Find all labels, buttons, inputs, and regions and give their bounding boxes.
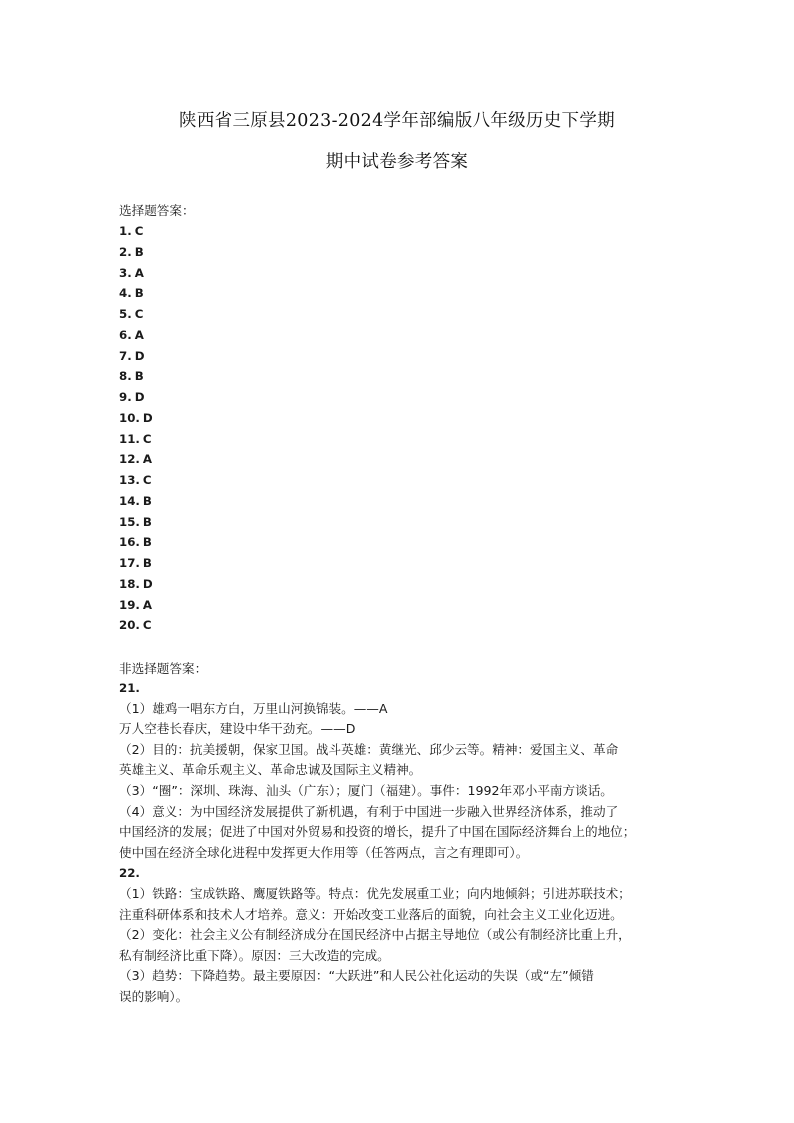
mc-answer-item [119,532,153,553]
mc-answer-item [119,408,153,429]
question-number: 16. [119,535,140,550]
answer-letter: C [142,618,152,633]
answer-letter: B [134,244,144,259]
question-21-line: 中国经济的发展；促进了中国对外贸易和投资的增长，提升了中国在国际经济舞台上的地位； [119,824,636,840]
question-number: 9. [119,390,132,404]
question-21-line: （2）目的：抗美援朝，保家卫国。战斗英雄：黄继光、邱少云等。精神：爱国主义、革命 [119,741,619,757]
document-title-line1: 陕西省三原县2023-2024学年部编版八年级历史下学期 [179,111,615,131]
question-number: 4. [119,286,132,301]
non-mc-answers [119,678,689,1008]
question-number: 14. [119,493,140,508]
mc-answer-item [119,242,153,263]
question-number: 12. [119,452,140,467]
question-22-line: 误的影响）。 [119,988,189,1004]
question-number: 2. [119,244,132,259]
mc-answer-item [119,595,153,616]
mc-answer-item [119,387,153,408]
question-number: 18. [119,576,140,591]
answer-letter: D [134,390,145,404]
document-title-line2: 期中试卷参考答案 [325,152,469,172]
answer-letter: D [142,576,153,591]
answer-letter: B [142,535,152,550]
question-number: 13. [119,473,140,487]
answer-letter: C [134,224,144,238]
answer-letter: C [134,307,144,321]
mc-answer-item [119,346,153,367]
question-22-line: （1）铁路：宝成铁路、鹰厦铁路等。特点：优先发展重工业；向内地倾斜；引进苏联技术； [119,885,631,901]
mc-answer-list [119,221,153,636]
mc-answer-item [119,470,153,491]
question-22-line: 注重科研体系和技术人才培养。意义：开始改变工业落后的面貌，向社会主义工业化迈进。 [119,906,623,922]
question-21-number: 21. [119,681,140,695]
mc-answer-item [119,615,153,636]
question-number: 8. [119,369,132,384]
mc-answer-item [119,263,153,284]
answer-letter: B [142,493,152,508]
question-21-line: （1）雄鸡一唱东方白，万里山河换锦装。——A [119,700,388,716]
question-number: 1. [119,224,132,238]
question-number: 3. [119,265,132,280]
mc-answer-item [119,304,153,325]
question-number: 15. [119,514,140,529]
answer-letter: B [134,369,144,384]
mc-answer-item [119,574,153,595]
answer-letter: B [142,514,152,529]
answer-letter: A [134,327,144,342]
mc-answer-item [119,512,153,533]
question-21-line: （4）意义：为中国经济发展提供了新机遇，有利于中国进一步融入世界经济体系，推动了 [119,803,619,819]
mc-answer-item [119,366,153,387]
question-number: 5. [119,307,132,321]
non-mc-section-label: 非选择题答案： [119,661,208,676]
answer-letter: B [142,556,152,570]
question-21-line: （3）“圈”：深圳、珠海、汕头（广东）；厦门（福建）。事件：1992年邓小平南方谈话。 [119,782,613,798]
question-21-line: 英雄主义、革命乐观主义、革命忠诚及国际主义精神。 [119,762,422,778]
question-number: 10. [119,410,140,425]
question-22-line: （2）变化：社会主义公有制经济成分在国民经济中占据主导地位（或公有制经济比重上升， [119,927,631,943]
mc-answer-item [119,283,153,304]
mc-answer-item [119,449,153,470]
question-21-line: 使中国在经济全球化进程中发挥更大作用等（任答两点，言之有理即可）。 [119,844,529,860]
question-number: 11. [119,431,140,446]
question-number: 7. [119,348,132,363]
mc-answer-item [119,221,153,242]
question-21-line: 万人空巷长春庆，建设中华干劲充。——D [119,721,356,737]
question-22-line: 私有制经济比重下降）。原因：三大改造的完成。 [119,947,390,963]
question-number: 17. [119,556,140,570]
mc-answer-item [119,325,153,346]
question-22-line: （3）趋势：下降趋势。最主要原因：“大跃进”和人民公社化运动的失误（或“左”倾错 [119,968,594,984]
answer-letter: D [134,348,145,363]
question-number: 6. [119,327,132,342]
question-number: 19. [119,597,140,612]
mc-section-label: 选择题答案： [119,203,195,218]
answer-letter: A [142,452,153,467]
answer-letter: C [142,473,152,487]
question-number: 20. [119,618,140,633]
mc-answer-item [119,553,153,574]
answer-letter: A [134,265,144,280]
answer-letter: B [134,286,144,301]
question-22-number: 22. [119,866,140,881]
mc-answer-item [119,491,153,512]
answer-letter: C [142,431,152,446]
answer-letter: D [142,410,153,425]
mc-answer-item [119,429,153,450]
answer-letter: A [142,597,153,612]
